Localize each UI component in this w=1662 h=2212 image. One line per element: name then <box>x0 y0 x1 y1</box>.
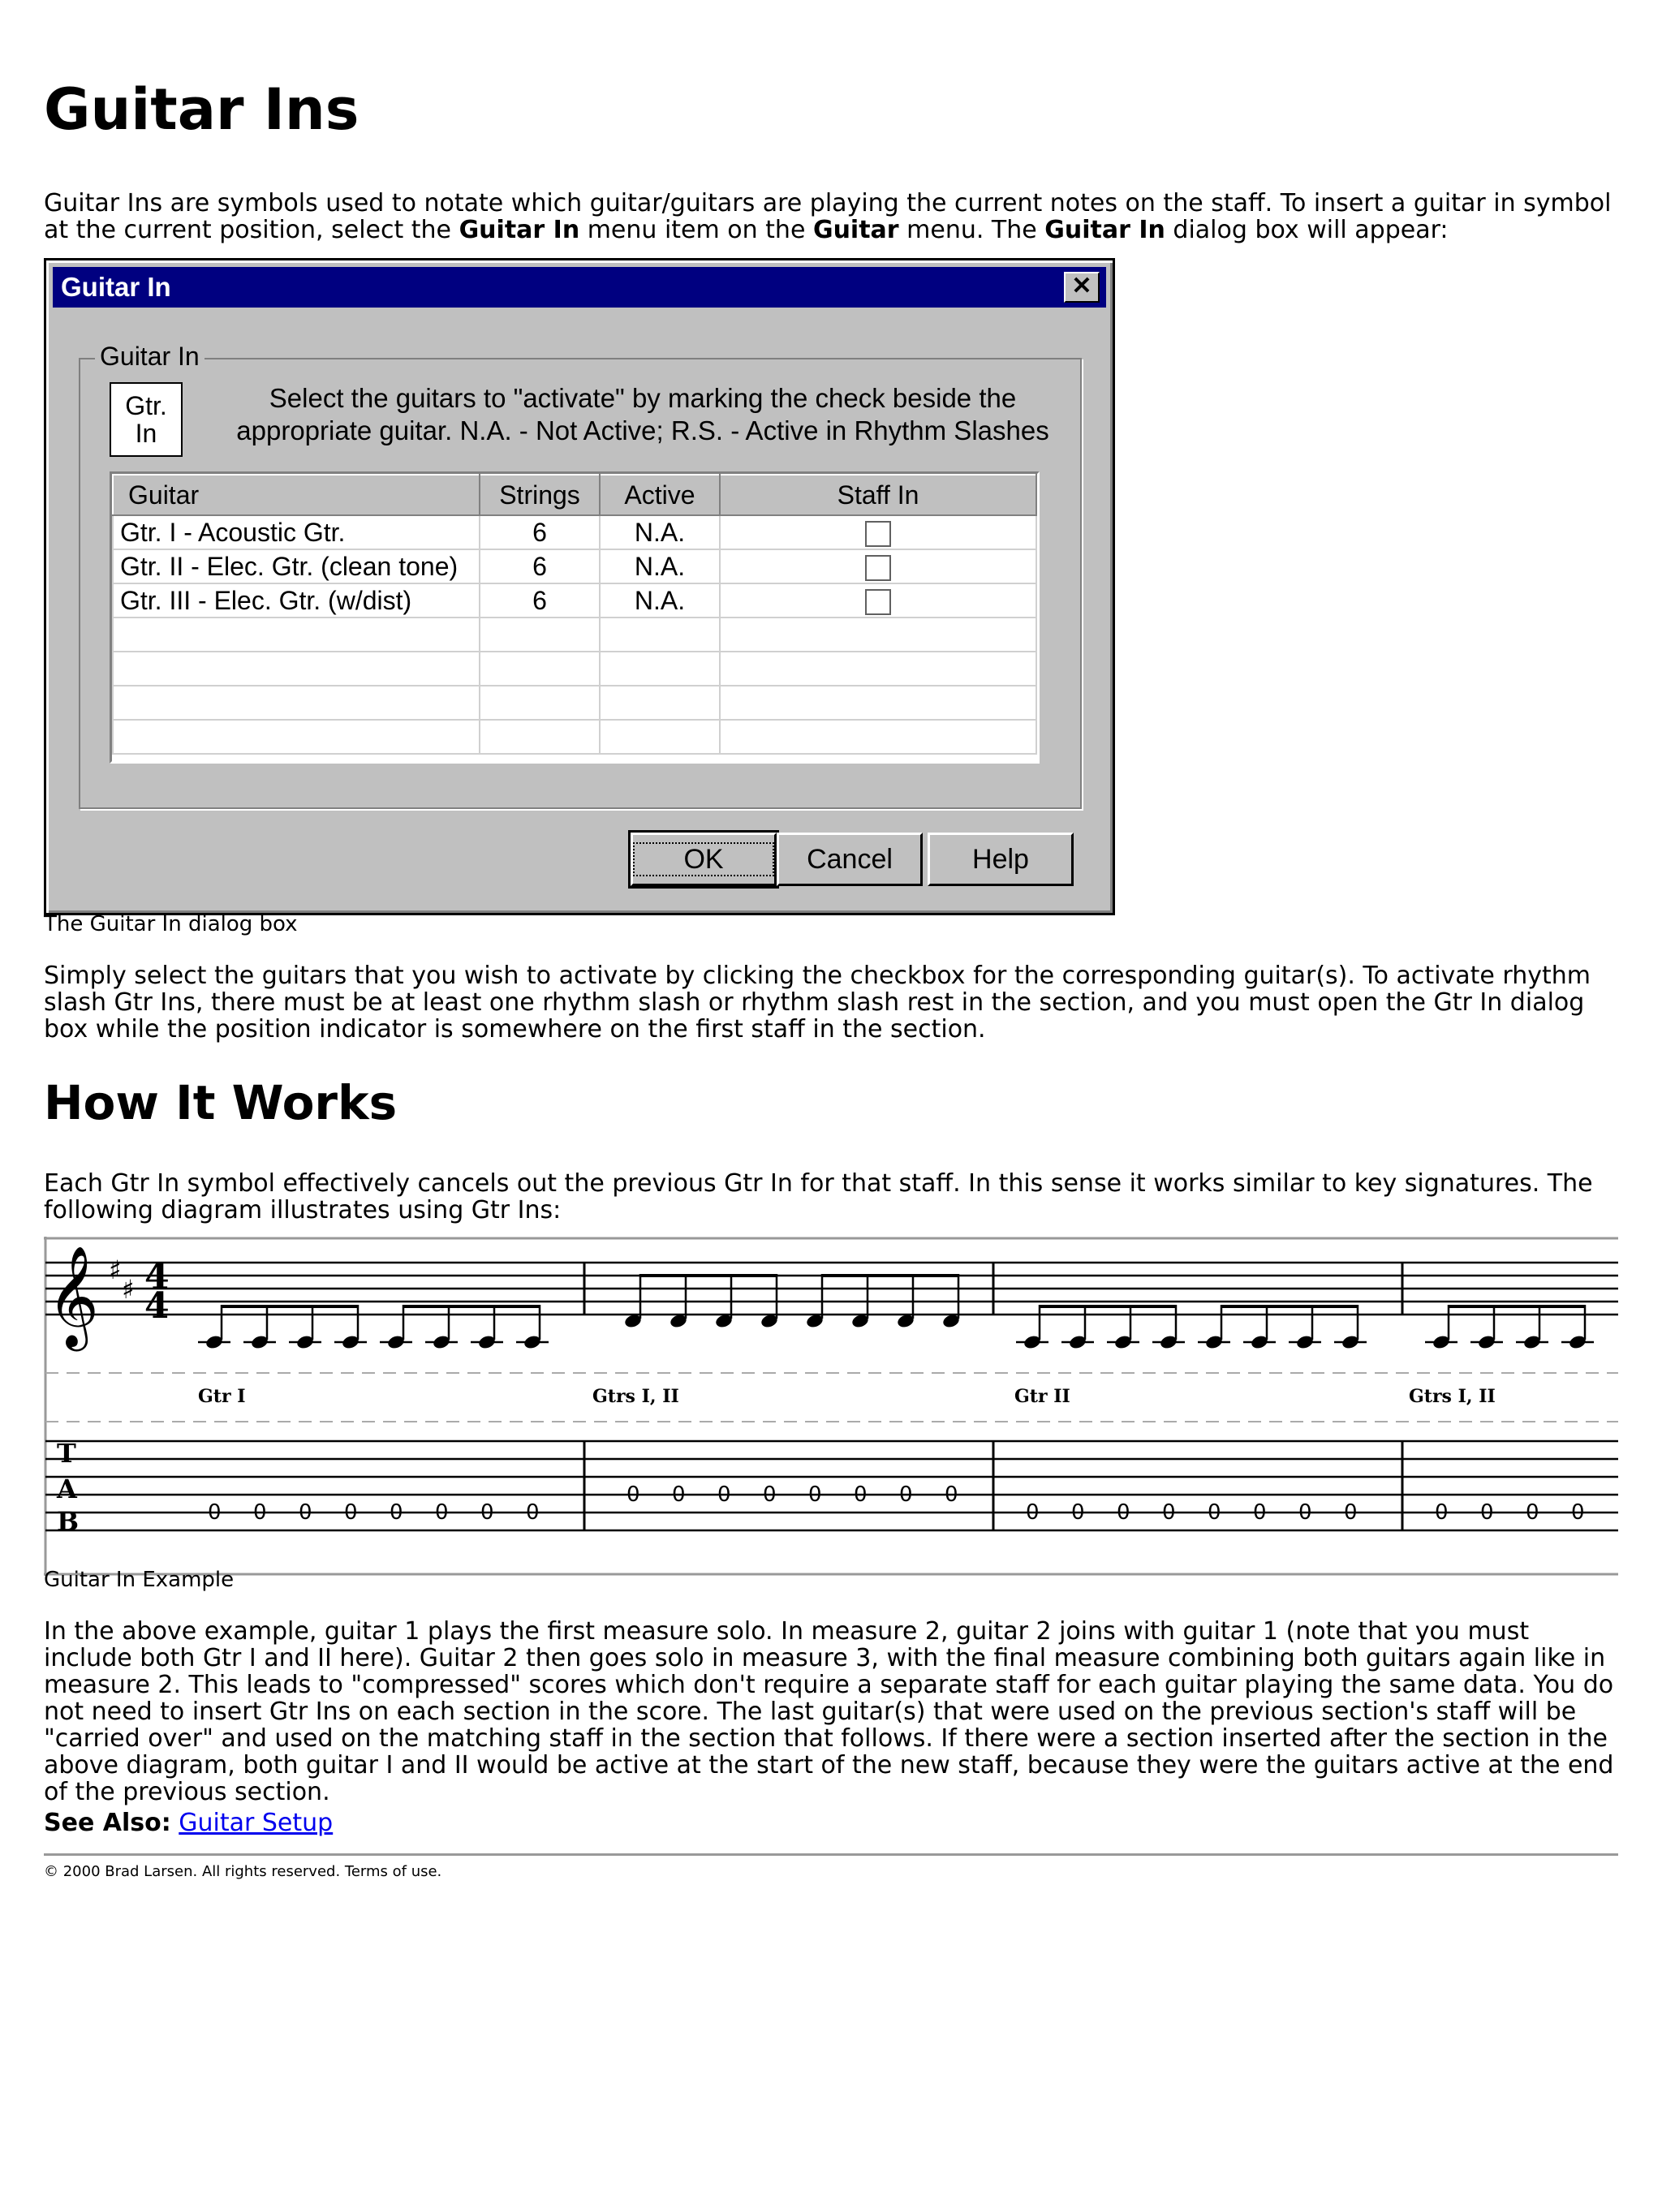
paragraph-example-explanation: In the above example, guitar 1 plays the first measure solo. In measure 2, guitar 2 joins with guitar 1 (note that you must include both Gtr I and II here). Guitar 2 then goes solo in measure 3, with the final measure combining both guitars again like in measure 2. This leads to "compressed" scores which don't require a separate staff for each guitar playing the same data. You do not need to insert Gtr Ins on each section in the score. The last guitar(s) that were used on the previous section's staff will be "carried over" and used on the matching staff in the section that follows. If there were a section inserted after the section in the above diagram, both guitar I and II would be active at the start of the new staff, because they were the guitars active at the end of the previous section. <box>44 1617 1614 1806</box>
close-icon: ✕ <box>1071 273 1092 299</box>
note-beam <box>640 1274 777 1277</box>
gtr-in-icon-text-1: Gtr. <box>125 391 167 420</box>
intro-text-3: menu. The <box>898 216 1045 244</box>
tab-fret-number: 0 <box>344 1500 358 1525</box>
empty-row <box>113 686 1036 720</box>
groupbox-label: Guitar In <box>95 342 205 372</box>
tab-fret-number: 0 <box>808 1483 822 1507</box>
footer-copyright: © 2000 Brad Larsen. All rights reserved. Terms of use. <box>44 1863 442 1880</box>
tab-fret-number: 0 <box>526 1500 540 1525</box>
score-notes <box>198 1274 1594 1525</box>
see-also <box>44 1810 1618 1836</box>
intro-text-4: dialog box will appear: <box>1165 216 1449 244</box>
paragraph-select-guitars: Simply select the guitars that you wish to activate by clicking the checkbox for the corresponding guitar(s). To activate rhythm slash Gtr Ins, there must be at least one rhythm slash or rhythm slash rest in the section, and you must open the Gtr In dialog box while the position indicator is somewhere on the first staff in the section. <box>44 962 1591 1044</box>
intro-bold-guitar-in-2: Guitar In <box>1044 216 1165 244</box>
empty-row <box>113 652 1036 686</box>
guitar-setup-link[interactable]: Guitar Setup <box>179 1809 334 1837</box>
table-row[interactable] <box>113 515 1036 549</box>
tab-staff <box>45 1441 1618 1530</box>
paragraph-how-it-works: Each Gtr In symbol effectively cancels out the previous Gtr In for that staff. In this sense it works similar to key signatures. The following diagram illustrates using Gtr Ins: <box>44 1169 1593 1224</box>
tab-letter-t: T <box>57 1438 76 1469</box>
empty-row <box>113 720 1036 754</box>
guitar-in-dialog <box>44 258 1115 915</box>
tab-fret-number: 0 <box>253 1500 267 1525</box>
staff-in-cell <box>720 515 1036 549</box>
guitar-name-cell: Gtr. I - Acoustic Gtr. <box>113 515 480 549</box>
note-beam <box>222 1305 358 1308</box>
staff-in-checkbox[interactable] <box>865 589 891 615</box>
instruction-line-2: appropriate guitar. N.A. - Not Active; R.S. - Active in Rhythm Slashes <box>236 415 1049 445</box>
tab-fret-number: 0 <box>1526 1500 1539 1525</box>
guitar-name-cell: Gtr. II - Elec. Gtr. (clean tone) <box>113 549 480 583</box>
staff-in-cell <box>720 549 1036 583</box>
intro-bold-guitar: Guitar <box>812 216 899 244</box>
col-header-active[interactable]: Active <box>600 475 720 515</box>
treble-clef-icon: 𝄞 <box>47 1246 99 1347</box>
page-title: Guitar Ins <box>44 76 360 143</box>
tab-fret-number: 0 <box>1571 1500 1585 1525</box>
measure-4-label: Gtrs I, II <box>1409 1386 1496 1407</box>
key-signature-sharp-1: ♯ <box>109 1254 122 1285</box>
ok-button-label: OK <box>633 842 773 876</box>
cancel-button[interactable]: Cancel <box>777 833 923 886</box>
tab-fret-number: 0 <box>1026 1500 1040 1525</box>
guitar-list-grid[interactable] <box>110 471 1040 764</box>
intro-text-2: menu item on the <box>579 216 813 244</box>
strings-cell: 6 <box>480 549 600 583</box>
section-heading-how-it-works: How It Works <box>44 1075 398 1130</box>
empty-row <box>113 618 1036 652</box>
tab-fret-number: 0 <box>854 1483 868 1507</box>
tab-fret-number: 0 <box>717 1483 731 1507</box>
time-signature-bottom: 4 <box>144 1285 170 1327</box>
table-row[interactable] <box>113 549 1036 583</box>
footer-divider <box>44 1853 1618 1856</box>
tab-fret-number: 0 <box>626 1483 640 1507</box>
tab-fret-number: 0 <box>480 1500 494 1525</box>
measure-1-label: Gtr I <box>198 1386 246 1407</box>
tab-fret-number: 0 <box>1071 1500 1085 1525</box>
tab-fret-number: 0 <box>1344 1500 1358 1525</box>
active-cell: N.A. <box>600 583 720 618</box>
tab-fret-number: 0 <box>1480 1500 1494 1525</box>
see-also-label: See Also: <box>44 1809 171 1837</box>
barlines <box>584 1263 1402 1530</box>
tab-fret-number: 0 <box>945 1483 958 1507</box>
instruction-line-1: Select the guitars to "activate" by marking the check beside the <box>269 383 1017 413</box>
tab-letter-a: A <box>57 1474 77 1504</box>
note-beam <box>1449 1305 1585 1308</box>
measure-2-label: Gtrs I, II <box>592 1386 679 1407</box>
guitar-name-cell: Gtr. III - Elec. Gtr. (w/dist) <box>113 583 480 618</box>
dialog-titlebar <box>53 267 1106 308</box>
note-beam <box>1040 1305 1176 1308</box>
help-button[interactable]: Help <box>928 833 1074 886</box>
gtr-in-icon <box>110 382 183 457</box>
note-beam <box>403 1305 540 1308</box>
gtr-in-icon-text-2: In <box>135 419 157 448</box>
tab-fret-number: 0 <box>1298 1500 1312 1525</box>
tab-fret-number: 0 <box>1117 1500 1130 1525</box>
tab-fret-number: 0 <box>899 1483 913 1507</box>
example-caption: Guitar In Example <box>44 1568 235 1592</box>
active-cell: N.A. <box>600 549 720 583</box>
tab-fret-number: 0 <box>435 1500 449 1525</box>
intro-text-1: Guitar Ins are symbols used to notate which guitar/guitars are playing the current notes on the staff. To insert a guitar in symbol at the current position, select the <box>44 189 1612 244</box>
note-beam <box>1221 1305 1358 1308</box>
staff-in-checkbox[interactable] <box>865 555 891 581</box>
measure-3-label: Gtr II <box>1014 1386 1070 1407</box>
tab-fret-number: 0 <box>1435 1500 1449 1525</box>
dialog-title: Guitar In <box>61 272 171 302</box>
tab-fret-number: 0 <box>672 1483 686 1507</box>
intro-paragraph <box>44 190 1618 243</box>
active-cell: N.A. <box>600 515 720 549</box>
tab-fret-number: 0 <box>390 1500 403 1525</box>
intro-bold-guitar-in: Guitar In <box>459 216 580 244</box>
key-signature-sharp-2: ♯ <box>122 1274 135 1305</box>
strings-cell: 6 <box>480 583 600 618</box>
tab-fret-number: 0 <box>1253 1500 1267 1525</box>
col-header-guitar[interactable]: Guitar <box>113 475 480 515</box>
strings-cell: 6 <box>480 515 600 549</box>
tab-letter-b: B <box>57 1506 80 1537</box>
tab-fret-number: 0 <box>299 1500 312 1525</box>
guitar-in-example-score <box>44 1237 1618 1577</box>
dialog-instructions <box>217 382 1069 447</box>
note-beam <box>822 1274 958 1277</box>
staff-in-checkbox[interactable] <box>865 521 891 547</box>
tab-fret-number: 0 <box>208 1500 222 1525</box>
tab-fret-number: 0 <box>1208 1500 1221 1525</box>
table-row[interactable] <box>113 583 1036 618</box>
dialog-caption: The Guitar In dialog box <box>44 912 298 936</box>
staff-in-cell <box>720 583 1036 618</box>
col-header-strings[interactable]: Strings <box>480 475 600 515</box>
tab-fret-number: 0 <box>1162 1500 1176 1525</box>
time-signature-top: 4 <box>144 1256 170 1298</box>
col-header-staff-in[interactable]: Staff In <box>720 475 1036 515</box>
close-button[interactable] <box>1064 272 1100 303</box>
tab-fret-number: 0 <box>763 1483 777 1507</box>
ok-button[interactable] <box>631 833 777 886</box>
